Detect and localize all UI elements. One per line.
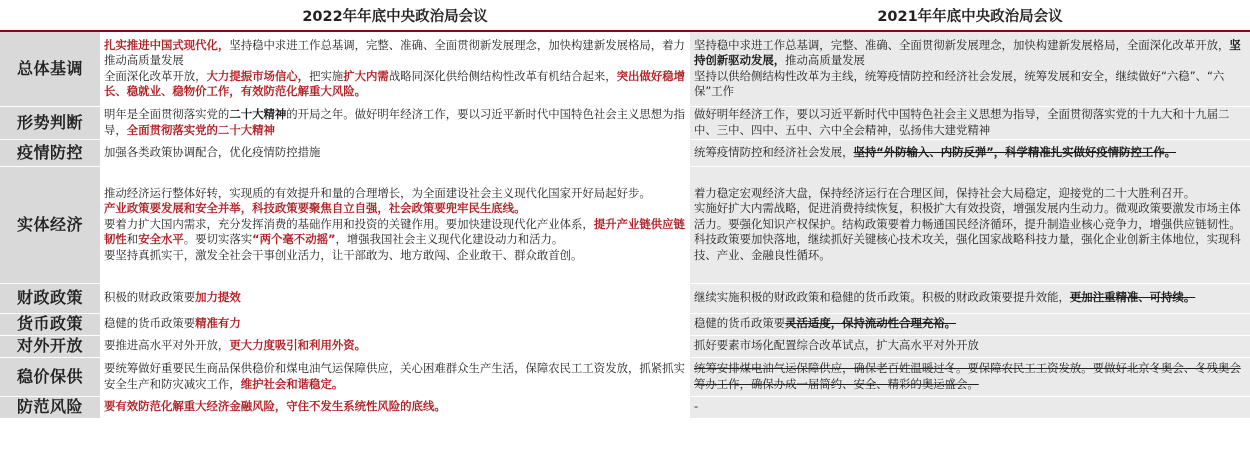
cell-2022-segment: 。要切实落实 — [183, 232, 253, 247]
cell-2022 — [100, 283, 690, 313]
cell-2021-segment: 灵活适度，保持流动性合理充裕。 — [785, 316, 957, 331]
cell-2022 — [100, 357, 690, 396]
cell-2021-segment: 坚持创新驱动发展， — [694, 37, 1241, 68]
category-label: 对外开放 — [0, 335, 100, 357]
cell-2022-segment: 更大力度吸引和利用外资。 — [229, 338, 367, 353]
cell-2022-segment: 要坚持真抓实干，激发全社会干事创业活力，让干部敢为、地方敢闯、企业敢干、群众敢首创。 — [104, 247, 583, 262]
cell-2021-segment: 坚持稳中求进工作总基调，完整、准确、全面贯彻新发展理念，加快构建新发展格局，全面深化改革开放， — [694, 37, 1230, 52]
cell-2021 — [690, 106, 1250, 139]
category-label: 疫情防控 — [0, 139, 100, 166]
cell-2022 — [100, 335, 690, 357]
category-label: 防范风险 — [0, 396, 100, 418]
cell-2021-segment: 继续实施积极的财政政策和稳健的货币政策。积极的财政政策要提升效能， — [694, 290, 1070, 305]
cell-2021-segment: 更加注重精准、可持续。 — [1069, 290, 1196, 305]
cell-2021 — [690, 31, 1250, 106]
cell-2021-segment: 统筹安排煤电油气运保障供应，确保老百姓温暖过冬。要保障农民工工资发放。要做好北京冬奥会、冬残奥会筹办工作，确保办成一届简约、安全、精彩的奥运盛会。 — [694, 360, 1241, 391]
cell-2022-segment: 稳健的货币政策要 — [104, 316, 196, 331]
cell-2021-segment: 抓好要素市场化配置综合改革试点，扩大高水平对外开放 — [694, 338, 979, 353]
table-header-row — [0, 0, 1250, 31]
table-row — [0, 166, 1250, 283]
cell-2021-segment: 推动高质量发展 — [785, 53, 865, 68]
cell-2022-segment: “两个毫不动摇” — [252, 232, 336, 247]
cell-2021 — [690, 313, 1250, 335]
table-row — [0, 139, 1250, 166]
cell-2022-segment: 明年是全面贯彻落实党的 — [104, 106, 230, 121]
cell-2021-segment: - — [694, 399, 699, 414]
header-2021: 2021年年底中央政治局会议 — [690, 0, 1250, 31]
cell-2022-segment: 加强各类政策协调配合，优化疫情防控措施 — [104, 144, 321, 159]
cell-2022-segment: 把实施 — [309, 68, 344, 83]
cell-2021-segment: 坚持以供给侧结构性改革为主线，统筹疫情防控和经济社会发展，统筹发展和安全，继续做好“六稳”、“六保”工作 — [694, 68, 1225, 99]
header-2022: 2022年年底中央政治局会议 — [100, 0, 690, 31]
table-row — [0, 396, 1250, 418]
category-label: 财政政策 — [0, 283, 100, 313]
cell-2022-segment: ，增强我国社会主义现代化建设动力和活力。 — [335, 232, 564, 247]
cell-2021-segment: 坚持“外防输入、内防反弹”，科学精准扎实做好疫情防控工作。 — [853, 144, 1177, 159]
cell-2022-segment: 全面贯彻落实党的二十大精神 — [126, 122, 275, 137]
table-row — [0, 357, 1250, 396]
cell-2022-segment: 战略同深化供给侧结构性改革有机结合起来， — [388, 68, 617, 83]
cell-2021 — [690, 283, 1250, 313]
cell-2022-segment: 要着力扩大国内需求，充分发挥消费的基础作用和投资的关键作用。要加快建设现代化产业体系， — [104, 216, 594, 231]
cell-2022-segment: 突出做好稳增长、稳就业、稳物价工作，有效防范化解重大风险。 — [104, 68, 686, 99]
category-label: 稳价保供 — [0, 357, 100, 396]
cell-2021 — [690, 357, 1250, 396]
cell-2022-segment: 的开局之年。做好明年经济工作，要以习近平新时代中国特色社会主义思想为指导， — [104, 106, 685, 137]
category-label: 货币政策 — [0, 313, 100, 335]
cell-2022-segment: 产业政策要发展和安全并举，科技政策要聚焦自立自强，社会政策要兜牢民生底线。 — [104, 201, 526, 216]
table-row — [0, 335, 1250, 357]
cell-2022-segment: 要推进高水平对外开放， — [104, 338, 230, 353]
cell-2021-segment: 着力稳定宏观经济大盘，保持经济运行在合理区间，保持社会大局稳定，迎接党的二十大胜利召开。 — [694, 185, 1196, 200]
cell-2022 — [100, 106, 690, 139]
cell-2022 — [100, 31, 690, 106]
category-label: 实体经济 — [0, 166, 100, 283]
cell-2021 — [690, 335, 1250, 357]
cell-2022-segment: 加力提效 — [195, 290, 241, 305]
cell-2022-segment: 推动经济运行整体好转，实现质的有效提升和量的合理增长，为全面建设社会主义现代化国家开好局起好步。 — [104, 185, 651, 200]
cell-2021 — [690, 396, 1250, 418]
table-row — [0, 313, 1250, 335]
cell-2022-segment: 扎实推进中国式现代化， — [104, 37, 230, 52]
category-label: 总体基调 — [0, 31, 100, 106]
table-body — [0, 31, 1250, 418]
table-row — [0, 31, 1250, 106]
cell-2021 — [690, 139, 1250, 166]
header-category-blank — [0, 0, 100, 31]
cell-2022-segment: 和 — [126, 232, 139, 247]
cell-2021-segment: 科技政策要加快落地，继续抓好关键核心技术攻关，强化国家战略科技力量，强化企业创新主体地位，实现科技、产业、金融良性循环。 — [694, 232, 1241, 262]
category-label: 形势判断 — [0, 106, 100, 139]
cell-2022-segment: 精准有力 — [195, 316, 241, 331]
cell-2022 — [100, 166, 690, 283]
cell-2022 — [100, 313, 690, 335]
cell-2022-segment: 全面深化改革开放， — [104, 68, 207, 83]
cell-2022-segment: 要有效防范化解重大经济金融风险，守住不发生系统性风险的底线。 — [104, 399, 446, 414]
cell-2022-segment: 二十大精神 — [229, 106, 287, 121]
cell-2022-segment: 要统筹做好重要民生商品保供稳价和煤电油气运保障供应，关心困难群众生产生活，保障农民工工资发放，抓紧抓实安全生产和防灾减灾工作， — [104, 360, 685, 391]
table-row — [0, 106, 1250, 139]
cell-2021 — [690, 166, 1250, 283]
table-row — [0, 283, 1250, 313]
cell-2022-segment: 维护社会和谐稳定。 — [240, 376, 344, 391]
cell-2021-segment: 稳健的货币政策要 — [694, 316, 786, 331]
cell-2022 — [100, 139, 690, 166]
cell-2022-segment: 提升产业链供应链韧性 — [104, 216, 685, 247]
cell-2021-segment: 实施好扩大内需战略，促进消费持续恢复，积极扩大有效投资，增强发展内生动力。微观政策要激发市场主体活力。要强化知识产权保护。结构政策要着力畅通国民经济循环，提升制造业核心竞争力，增强供应链韧性。 — [694, 201, 1241, 231]
cell-2022-segment: 安全水平 — [138, 232, 184, 247]
cell-2022 — [100, 396, 690, 418]
cell-2022-segment: 积极的财政政策要 — [104, 290, 196, 305]
cell-2022-segment: 扩大内需 — [343, 68, 389, 83]
cell-2022-segment: 大力提振市场信心， — [206, 68, 310, 83]
cell-2022-segment: 坚持稳中求进工作总基调，完整、准确、全面贯彻新发展理念，加快构建新发展格局，着力推动高质量发展 — [104, 37, 685, 68]
cell-2021-segment: 做好明年经济工作，要以习近平新时代中国特色社会主义思想为指导，全面贯彻落实党的十九大和十九届二中、三中、四中、五中、六中全会精神，弘扬伟大建党精神 — [694, 106, 1230, 137]
cell-2021-segment: 统筹疫情防控和经济社会发展， — [694, 144, 854, 159]
